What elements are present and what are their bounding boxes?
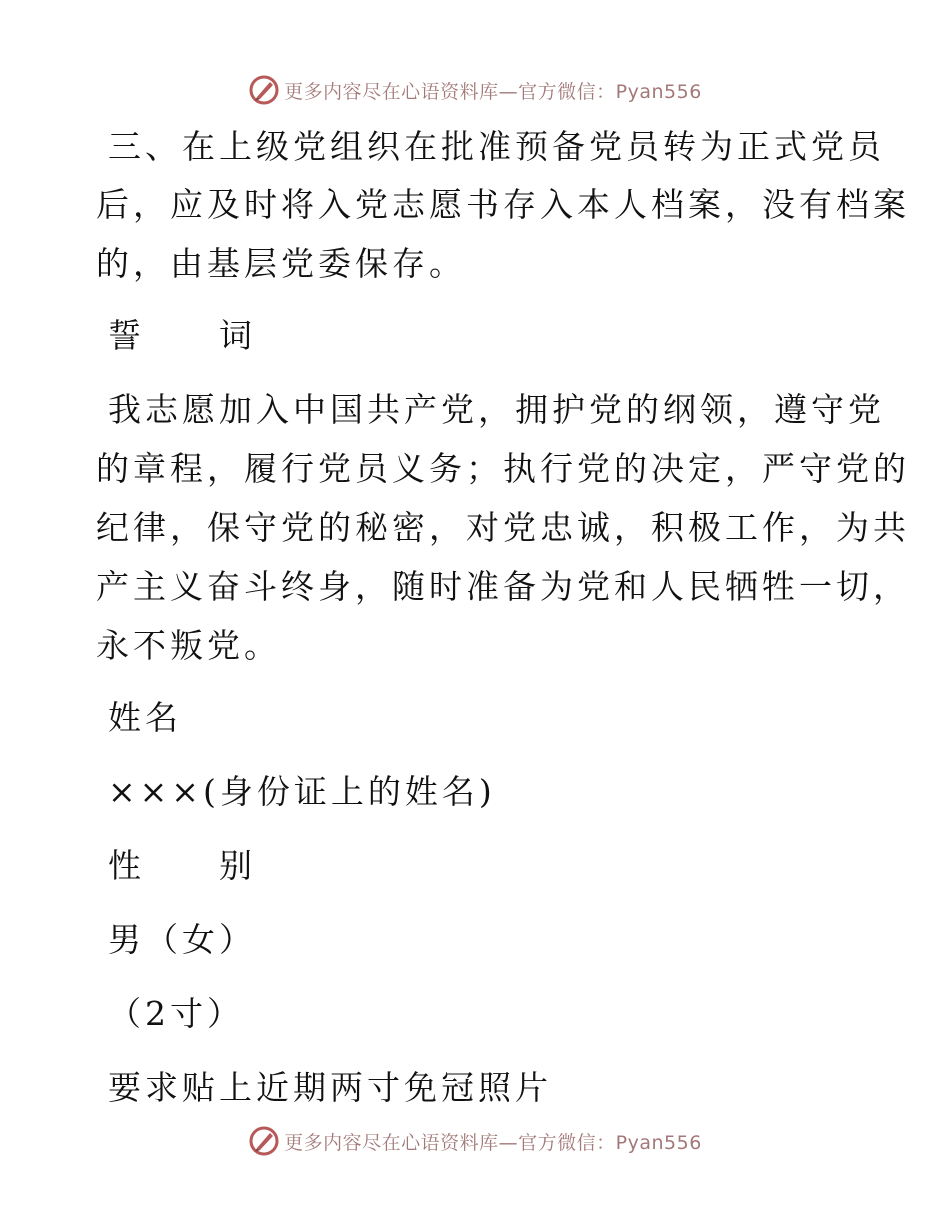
name-label: 姓名	[108, 698, 182, 737]
oath-line4: 产主义奋斗终身，随时准备为党和人民牺牲一切，	[96, 567, 910, 606]
watermark-footer	[0, 1121, 950, 1161]
para1-line2: 后，应及时将入党志愿书存入本人档案，没有档案	[96, 185, 910, 224]
para1-line1: 三、在上级党组织在批准预备党员转为正式党员	[108, 127, 885, 166]
gender-label: 性 别	[108, 846, 256, 885]
pen-logo-icon	[248, 74, 280, 106]
pen-logo-icon	[248, 1125, 280, 1157]
name-value: ×××(身份证上的姓名)	[108, 772, 496, 811]
watermark-text: 更多内容尽在心语资料库—官方微信：Pyan556	[284, 1131, 702, 1154]
gender-value: 男（女）	[108, 920, 256, 959]
watermark-header	[0, 70, 950, 110]
para1-line3: 的，由基层党委保存。	[96, 244, 466, 283]
oath-line1: 我志愿加入中国共产党，拥护党的纲领，遵守党	[108, 390, 885, 429]
watermark-text: 更多内容尽在心语资料库—官方微信：Pyan556	[284, 80, 702, 103]
oath-line5: 永不叛党。	[96, 626, 281, 665]
oath-heading: 誓 词	[108, 316, 256, 355]
photo-size: （2寸）	[108, 994, 244, 1033]
oath-line2: 的章程，履行党员义务；执行党的决定，严守党的	[96, 449, 910, 488]
photo-note: 要求贴上近期两寸免冠照片	[108, 1068, 552, 1107]
oath-line3: 纪律，保守党的秘密，对党忠诚，积极工作，为共	[96, 508, 910, 547]
